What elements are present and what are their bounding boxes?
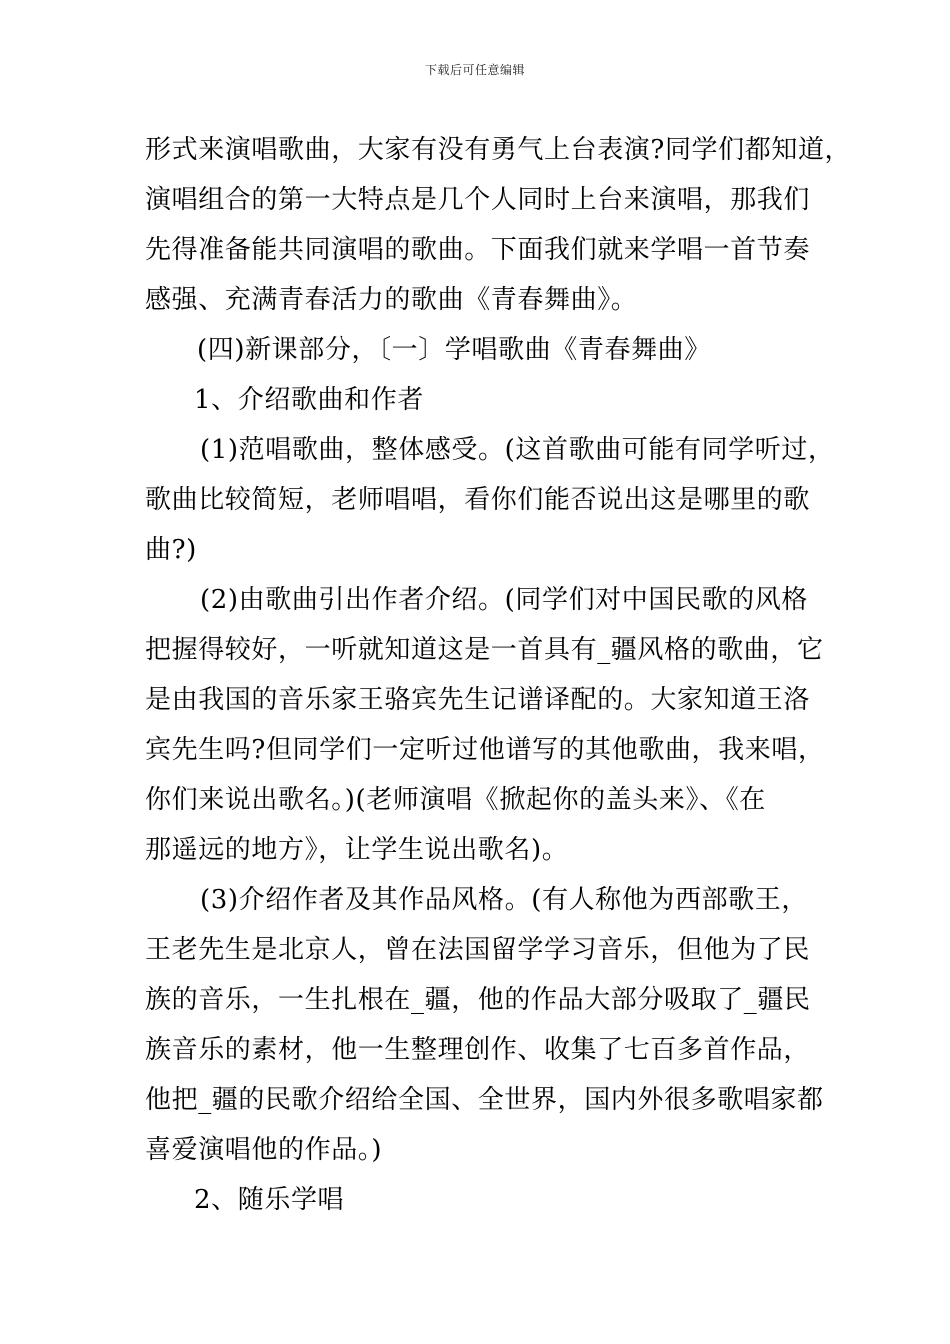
text-line: (2)由歌曲引出作者介绍。(同学们对中国民歌的风格 xyxy=(200,585,808,615)
text-line: 那遥远的地方》，让学生说出歌名)。 xyxy=(145,835,569,865)
page-header: 下载后可任意编辑 xyxy=(424,63,525,77)
subsection-heading: 1、介绍歌曲和作者 xyxy=(194,385,424,415)
text-line: (1)范唱歌曲，整体感受。(这首歌曲可能有同学听过， xyxy=(200,435,835,465)
text-line: 曲?) xyxy=(145,535,197,565)
text-line: (3)介绍作者及其作品风格。(有人称他为西部歌王， xyxy=(200,885,808,915)
document-body xyxy=(145,127,852,1227)
text-line: 他把_疆的民歌介绍给全国、全世界，国内外很多歌唱家都 xyxy=(145,1085,824,1115)
text-line: 喜爱演唱他的作品。) xyxy=(145,1135,383,1165)
text-line: 王老先生是北京人，曾在法国留学学习音乐，但他为了民 xyxy=(145,935,811,965)
text-line: 把握得较好，一听就知道这是一首具有_疆风格的歌曲，它 xyxy=(145,635,824,665)
text-line: 演唱组合的第一大特点是几个人同时上台来演唱，那我们 xyxy=(145,185,811,215)
text-line: 先得准备能共同演唱的歌曲。下面我们就来学唱一首节奏 xyxy=(145,235,811,265)
subsection-heading: 2、随乐学唱 xyxy=(194,1185,345,1215)
text-line: 歌曲比较简短，老师唱唱，看你们能否说出这是哪里的歌 xyxy=(145,485,811,515)
text-line: 形式来演唱歌曲，大家有没有勇气上台表演?同学们都知道， xyxy=(145,135,852,165)
text-line: 族音乐的素材，他一生整理创作、收集了七百多首作品， xyxy=(145,1035,811,1065)
text-line: 是由我国的音乐家王骆宾先生记谱译配的。大家知道王洛 xyxy=(145,685,811,715)
text-line: 你们来说出歌名。)(老师演唱《掀起你的盖头来》、《在 xyxy=(145,785,766,815)
text-line: 宾先生吗?但同学们一定听过他谱写的其他歌曲，我来唱， xyxy=(145,735,825,765)
section-heading: (四)新课部分，〔一〕学唱歌曲《青春舞曲》 xyxy=(197,335,711,365)
text-line: 感强、充满青春活力的歌曲《青春舞曲》。 xyxy=(145,285,638,315)
text-line: 族的音乐，一生扎根在_疆，他的作品大部分吸取了_疆民 xyxy=(145,985,811,1015)
